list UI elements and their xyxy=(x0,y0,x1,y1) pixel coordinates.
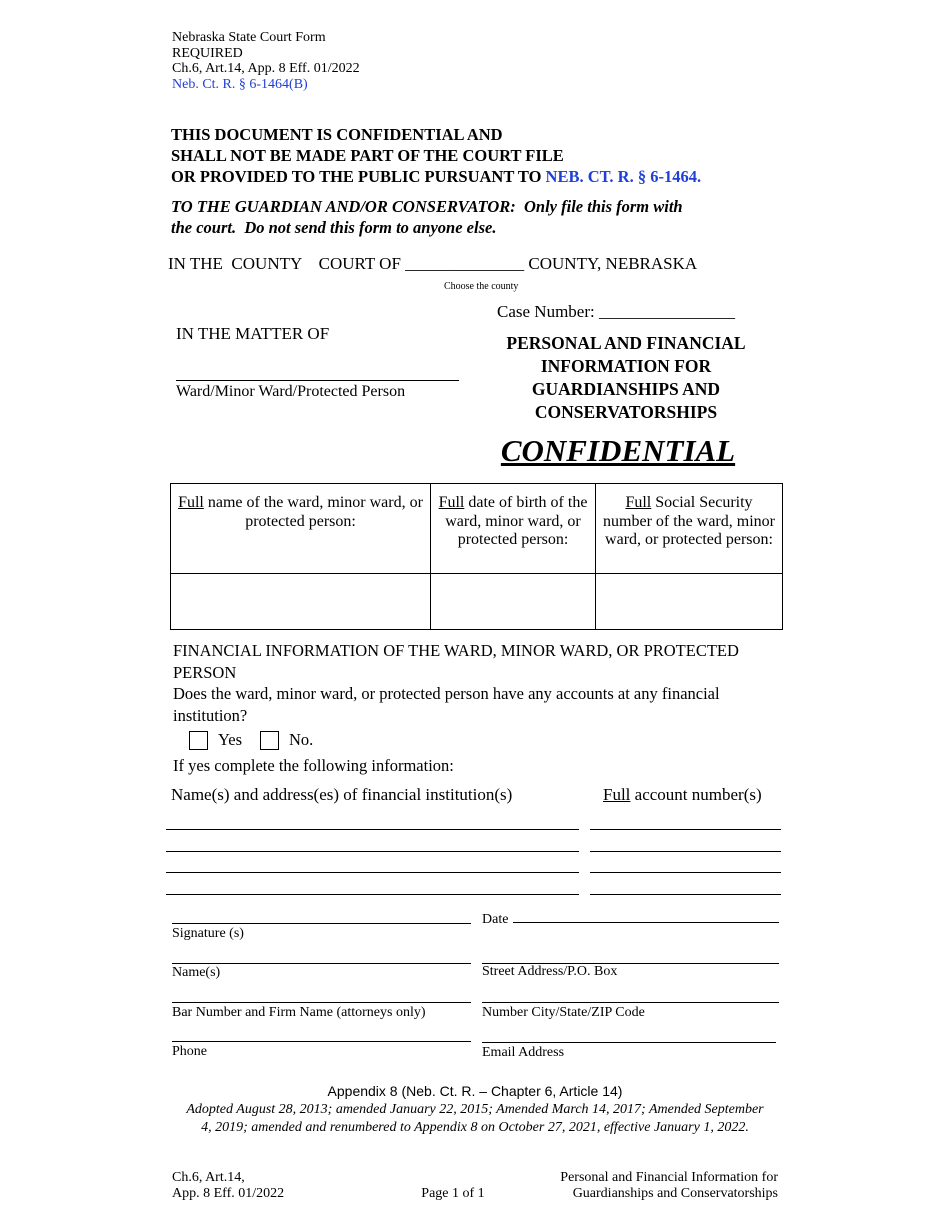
name-label: Name(s) xyxy=(172,965,221,980)
table-header-row xyxy=(171,484,783,574)
case-number-field[interactable]: ________________ xyxy=(598,302,735,321)
ward-label: Ward/Minor Ward/Protected Person xyxy=(176,383,406,400)
account-line-3[interactable] xyxy=(590,872,781,873)
name-field[interactable] xyxy=(172,963,471,964)
account-line-4[interactable] xyxy=(590,894,781,895)
account-emphasis: Full xyxy=(603,785,631,804)
full-name-emphasis: Full xyxy=(178,494,204,511)
date-label: Date xyxy=(482,912,509,927)
court-suffix: COUNTY, NEBRASKA xyxy=(528,254,698,273)
institution-line-2[interactable] xyxy=(166,851,579,852)
ward-name-field[interactable] xyxy=(176,380,459,381)
dob-header xyxy=(431,484,596,574)
case-number xyxy=(497,302,735,322)
phone-label: Phone xyxy=(172,1044,207,1059)
bar-number-label: Bar Number and Firm Name (attorneys only) xyxy=(172,1005,426,1020)
notice-line-1: THIS DOCUMENT IS CONFIDENTIAL AND xyxy=(171,125,503,144)
court-caption xyxy=(168,254,697,274)
rule-link-2[interactable]: NEB. CT. R. § 6-1464. xyxy=(545,167,702,186)
matter-label: IN THE MATTER OF xyxy=(176,324,330,343)
bar-number-field[interactable] xyxy=(172,1002,471,1003)
if-yes-instruction: If yes complete the following information: xyxy=(173,756,454,775)
confidential-heading: CONFIDENTIAL xyxy=(500,433,736,468)
phone-field[interactable] xyxy=(172,1041,471,1042)
account-line-2[interactable] xyxy=(590,851,781,852)
court-prefix: IN THE COUNTY COURT OF xyxy=(168,254,401,273)
email-label: Email Address xyxy=(482,1045,565,1060)
signature-field[interactable] xyxy=(172,923,471,924)
title-line-2: INFORMATION FOR xyxy=(540,356,712,376)
chapter-label: Ch.6, Art.14, App. 8 Eff. 01/2022 xyxy=(172,61,360,76)
title-line-1: PERSONAL AND FINANCIAL xyxy=(506,333,746,353)
adoption-history: Adopted August 28, 2013; amended January 22, 2015; Amended March 14, 2017; Amended September 4, 2019; amended and renumbered to Appendix 8 on October 27, 2021, effective January 1, 2022. xyxy=(186,1102,764,1135)
yes-checkbox[interactable] xyxy=(189,731,208,750)
account-label xyxy=(603,785,762,805)
city-label: Number City/State/ZIP Code xyxy=(482,1005,645,1020)
email-field[interactable] xyxy=(482,1042,776,1043)
institution-label: Name(s) and address(es) of financial institution(s) xyxy=(171,785,513,804)
guardian-line-2: the court. Do not send this form to anyone else. xyxy=(171,218,497,237)
street-label: Street Address/P.O. Box xyxy=(482,964,618,979)
title-line-4: CONSERVATORSHIPS xyxy=(534,402,718,422)
form-label: Nebraska State Court Form xyxy=(172,30,326,45)
confidential-notice xyxy=(171,124,701,187)
footer-right xyxy=(520,1170,778,1201)
required-label: REQUIRED xyxy=(172,45,243,61)
title-line-3: GUARDIANSHIPS AND xyxy=(531,379,721,399)
dob-input[interactable] xyxy=(431,574,596,630)
city-field[interactable] xyxy=(482,1002,779,1003)
full-name-input[interactable] xyxy=(171,574,431,630)
footer-right-line-2: Guardianships and Conservatorships xyxy=(572,1185,778,1201)
county-field[interactable]: ______________ xyxy=(405,254,525,273)
guardian-line-1: TO THE GUARDIAN AND/OR CONSERVATOR: Only file this form with xyxy=(171,197,683,216)
county-hint: Choose the county xyxy=(444,281,519,292)
page-number: Page 1 of 1 xyxy=(421,1186,485,1201)
rule-link[interactable]: Neb. Ct. R. § 6-1464(B) xyxy=(172,76,308,92)
yes-label: Yes xyxy=(218,730,243,749)
dob-header-text: date of birth of the ward, minor ward, or protected person: xyxy=(445,494,588,548)
form-title xyxy=(478,332,774,424)
footer-left-line-2: App. 8 Eff. 01/2022 xyxy=(172,1185,285,1201)
ssn-header-text: Social Security number of the ward, minor ward, or protected person: xyxy=(603,494,775,548)
no-checkbox[interactable] xyxy=(260,731,279,750)
footer-left xyxy=(172,1170,284,1201)
financial-section xyxy=(173,640,753,726)
form-header xyxy=(172,30,360,92)
appendix-label: Appendix 8 (Neb. Ct. R. – Chapter 6, Article 14) xyxy=(327,1083,623,1099)
account-line-1[interactable] xyxy=(590,829,781,830)
notice-line-3 xyxy=(171,166,701,187)
full-name-header-text: name of the ward, minor ward, or protected person: xyxy=(203,494,423,530)
institution-line-4[interactable] xyxy=(166,894,579,895)
ward-identity-table xyxy=(170,483,783,630)
ssn-input[interactable] xyxy=(596,574,783,630)
institution-line-1[interactable] xyxy=(166,829,579,830)
account-label-text: account number(s) xyxy=(630,785,762,804)
table-entry-row xyxy=(171,574,783,630)
case-number-label: Case Number: xyxy=(497,302,595,321)
footer-right-line-1: Personal and Financial Information for xyxy=(560,1170,778,1185)
guardian-instruction xyxy=(171,196,683,238)
financial-heading: FINANCIAL INFORMATION OF THE WARD, MINOR WARD, OR PROTECTED PERSON xyxy=(173,641,739,682)
financial-question: Does the ward, minor ward, or protected person have any accounts at any financial institution? xyxy=(173,684,720,725)
date-field[interactable] xyxy=(513,922,779,923)
no-label: No. xyxy=(289,730,314,749)
accounts-choice xyxy=(189,730,313,750)
notice-line-2: SHALL NOT BE MADE PART OF THE COURT FILE xyxy=(171,146,564,165)
ssn-emphasis: Full xyxy=(625,494,652,511)
notice-line-3-text: OR PROVIDED TO THE PUBLIC PURSUANT TO xyxy=(171,167,546,186)
ssn-header xyxy=(596,484,783,574)
institution-line-3[interactable] xyxy=(166,872,579,873)
dob-emphasis: Full xyxy=(438,494,465,511)
footer-left-line-1: Ch.6, Art.14, xyxy=(172,1170,245,1185)
full-name-header xyxy=(171,484,431,574)
signature-label: Signature (s) xyxy=(172,926,244,941)
